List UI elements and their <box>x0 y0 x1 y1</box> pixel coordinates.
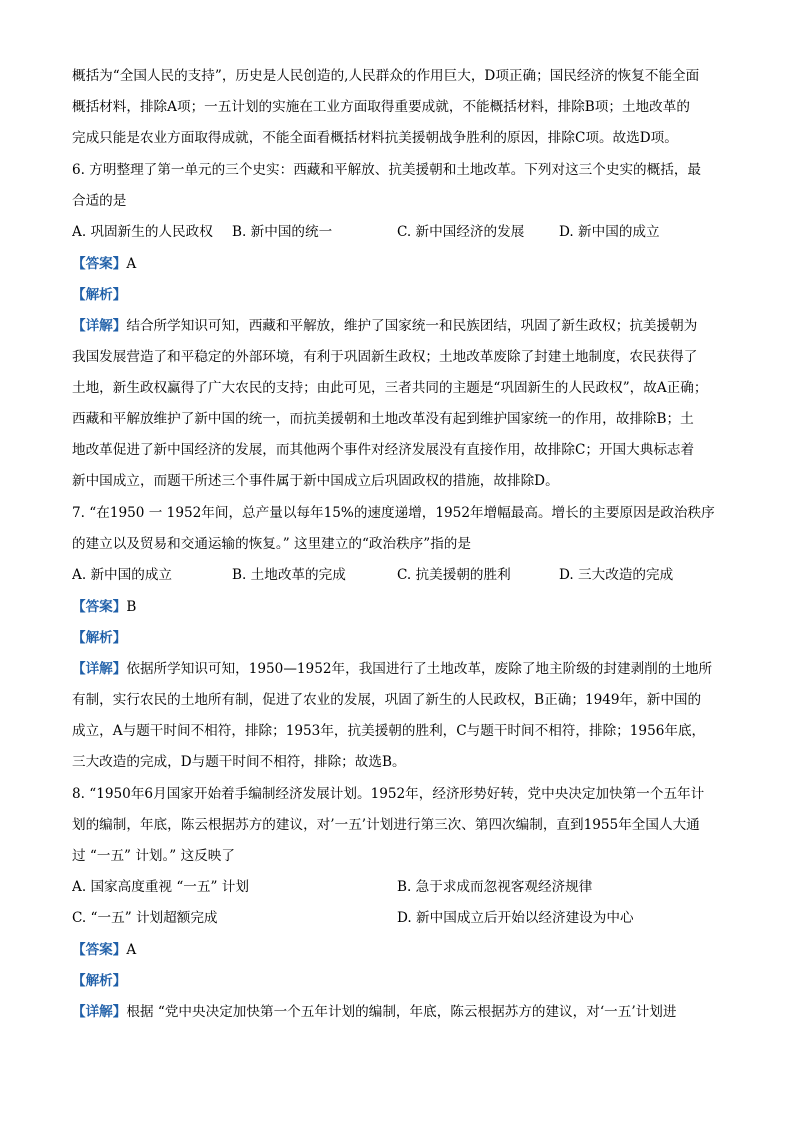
option-b: B. 土地改革的完成 <box>232 567 346 583</box>
detail-text: 有制，实行农民的土地所有制，促进了农业的发展，巩固了新生的人民政权，B正确；1949年，新中国的 <box>72 692 702 708</box>
analysis-tag: 【解析】 <box>72 973 127 989</box>
option-c: C. “一五” 计划超额完成 <box>72 910 218 926</box>
analysis-tag: 【解析】 <box>72 287 127 303</box>
detail-text: 土地，新生政权赢得了广大农民的支持；由此可见，三者共同的主题是“巩固新生的人民政权”，故A正确； <box>72 380 708 396</box>
detail-line <box>72 655 722 683</box>
answer-value: A <box>126 942 137 958</box>
question-6-stem: 6. 方明整理了第一单元的三个史实：西藏和平解放、抗美援朝和土地改革。下列对这三个史实的概括，最 <box>72 162 702 178</box>
option-c: C. 新中国经济的发展 <box>397 224 525 240</box>
detail-text: 三大改造的完成，D与题干时间不相符，排除；故选B。 <box>72 754 406 770</box>
detail-text: 新中国成立，而题干所述三个事件属于新中国成立后巩固政权的措施，故排除D。 <box>72 473 559 489</box>
detail-line <box>72 998 722 1026</box>
option-d: D. 新中国成立后开始以经济建设为中心 <box>397 910 634 926</box>
detail-tag: 【详解】 <box>72 1004 127 1020</box>
detail-text: 依据所学知识可知，1950—1952年，我国进行了土地改革，废除了地主阶级的封建剥削的土地所 <box>126 661 713 677</box>
option-c: C. 抗美援朝的胜利 <box>397 567 511 583</box>
option-b: B. 新中国的统一 <box>232 224 333 240</box>
detail-text: 根据 “党中央决定加快第一个五年计划的编制，年底，陈云根据苏方的建议，对‘一五’计划进 <box>126 1004 677 1020</box>
question-7-stem: 7. “在1950 一 1952年间，总产量以每年15%的速度递增，1952年增幅最高。增长的主要原因是政治秩序 <box>72 505 715 521</box>
detail-text: 我国发展营造了和平稳定的外部环境，有利于巩固新生政权；土地改革废除了封建土地制度，农民获得了 <box>72 349 698 365</box>
question-8-options-row-1 <box>72 873 722 901</box>
question-8-stem: 过 “一五” 计划。” 这反映了 <box>72 848 235 864</box>
question-7-options <box>72 561 722 589</box>
answer-tag: 【答案】 <box>72 256 127 272</box>
detail-text: 西藏和平解放维护了新中国的统一，而抗美援朝和土地改革没有起到维护国家统一的作用，故排除B；土 <box>72 411 694 427</box>
answer-tag: 【答案】 <box>72 942 127 958</box>
answer-tag: 【答案】 <box>72 599 127 615</box>
question-8-options-row-2 <box>72 904 722 932</box>
paragraph-line: 概括材料，排除A项；一五计划的实施在工业方面取得重要成就，不能概括材料，排除B项；土地改革的 <box>72 99 690 115</box>
answer-line <box>72 936 722 964</box>
question-6-options <box>72 218 722 246</box>
question-6-stem: 合适的是 <box>72 193 127 209</box>
detail-text: 成立，A与题干时间不相符，排除；1953年，抗美援朝的胜利，C与题干时间不相符，排除；1956年底， <box>72 723 706 739</box>
option-d: D. 三大改造的完成 <box>559 567 674 583</box>
analysis-line <box>72 967 722 995</box>
option-a: A. 新中国的成立 <box>72 567 173 583</box>
answer-line <box>72 250 722 278</box>
option-b: B. 急于求成而忽视客观经济规律 <box>397 879 593 895</box>
detail-text: 地改革促进了新中国经济的发展，而其他两个事件对经济发展没有直接作用，故排除C；开国大典标志着 <box>72 442 695 458</box>
question-8-stem: 划的编制，年底，陈云根据苏方的建议，对’一五’计划进行第三次、第四次编制，直到1955年全国人大通 <box>72 817 700 833</box>
answer-value: A <box>126 256 137 272</box>
question-8-stem: 8. “1950年6月国家开始着手编制经济发展计划。1952年，经济形势好转，党中央决定加快第一个五年计 <box>72 786 705 802</box>
option-a: A. 国家高度重视 “一五” 计划 <box>72 879 249 895</box>
answer-value: B <box>126 599 137 615</box>
analysis-line <box>72 624 722 652</box>
option-a: A. 巩固新生的人民政权 <box>72 224 213 240</box>
detail-tag: 【详解】 <box>72 318 127 334</box>
detail-line <box>72 312 722 340</box>
paragraph-line: 概括为“全国人民的支持”，历史是人民创造的,人民群众的作用巨大，D项正确；国民经济的恢复不能全面 <box>72 68 700 84</box>
detail-text: 结合所学知识可知，西藏和平解放，维护了国家统一和民族团结，巩固了新生政权；抗美援朝为 <box>126 318 698 334</box>
detail-tag: 【详解】 <box>72 661 127 677</box>
answer-line <box>72 593 722 621</box>
option-d: D. 新中国的成立 <box>559 224 660 240</box>
analysis-tag: 【解析】 <box>72 630 127 646</box>
analysis-line <box>72 281 722 309</box>
question-7-stem: 的建立以及贸易和交通运输的恢复。” 这里建立的“政治秩序”指的是 <box>72 536 471 552</box>
paragraph-line: 完成只能是农业方面取得成就，不能全面看概括材料抗美援朝战争胜利的原因，排除C项。故选D项。 <box>72 130 678 146</box>
